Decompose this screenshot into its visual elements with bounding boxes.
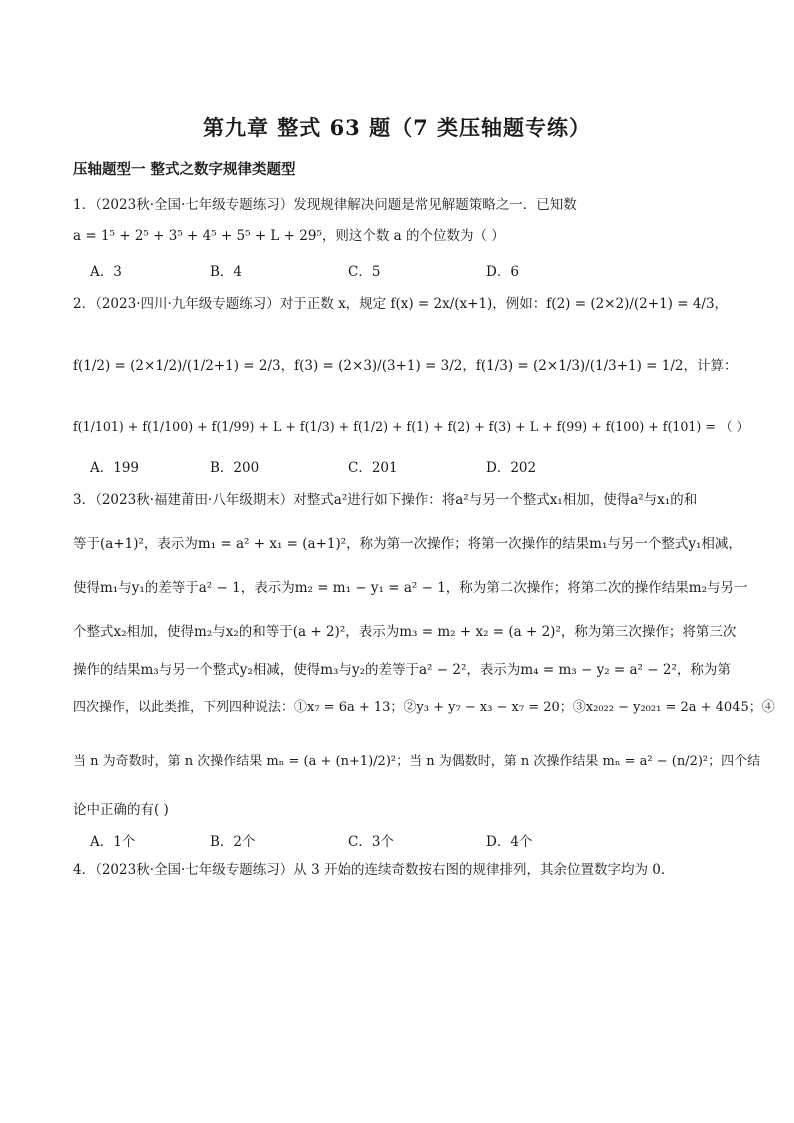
q3-option-b: B．2个 bbox=[210, 834, 256, 850]
q2-option-a: A．199 bbox=[90, 460, 140, 476]
q3-line-5: 操作的结果m₃与另一个整式y₂相减，使得m₃与y₂的差等于a² − 2²，表示为m₄ = m₃ − y₂ = a² − 2²，称为第 bbox=[73, 662, 731, 678]
q3-line-3: 使得m₁与y₁的差等于a² − 1，表示为m₂ = m₁ − y₁ = a² − 1，称为第二次操作；将第二次的操作结果m₂与另一 bbox=[73, 580, 748, 596]
q1-line-2: a = 1⁵ + 2⁵ + 3⁵ + 4⁵ + 5⁵ + L + 29⁵，则这个数 a 的个位数为（ ） bbox=[73, 228, 505, 244]
q1-option-d: D．6 bbox=[486, 264, 519, 280]
q3-line-4: 个整式x₂相加，使得m₂与x₂的和等于(a + 2)²，表示为m₃ = m₂ + x₂ = (a + 2)²，称为第三次操作；将第三次 bbox=[73, 624, 737, 640]
q3-line-6: 四次操作，以此类推，下列四种说法：①x₇ = 6a + 13；②y₃ + y₇ − x₃ − x₇ = 20；③x₂₀₂₂ − y₂₀₂₁ = 2a + 4045；④ bbox=[73, 700, 775, 715]
q3-option-c: C．3个 bbox=[348, 834, 394, 850]
q1-option-a: A．3 bbox=[90, 264, 122, 280]
q3-line-7: 当 n 为奇数时，第 n 次操作结果 mₙ = (a + (n+1)/2)²；当 n 为偶数时，第 n 次操作结果 mₙ = a² − (n/2)²；四个结 bbox=[73, 754, 761, 769]
q1-option-c: C．5 bbox=[348, 264, 381, 280]
q2-option-d: D．202 bbox=[486, 460, 537, 476]
q2-option-b: B．200 bbox=[210, 460, 260, 476]
section-heading: 压轴题型一 整式之数字规律类题型 bbox=[73, 161, 296, 178]
q3-line-1: 3．（2023秋·福建莆田·八年级期末）对整式a²进行如下操作：将a²与另一个整式x₁相加，使得a²与x₁的和 bbox=[73, 492, 698, 508]
q2-line-3: f(1/101) + f(1/100) + f(1/99) + L + f(1/3) + f(1/2) + f(1) + f(2) + f(3) + L + f(99) + f(100) + f(101) = （ ） bbox=[73, 419, 750, 434]
q3-line-2: 等于(a+1)²，表示为m₁ = a² + x₁ = (a+1)²，称为第一次操作；将第一次操作的结果m₁与另一个整式y₁相减， bbox=[73, 536, 742, 552]
q2-line-1: 2．（2023·四川·九年级专题练习）对于正数 x，规定 f(x) = 2x/(x+1)，例如：f(2) = (2×2)/(2+1) = 4/3， bbox=[73, 296, 729, 312]
q3-option-d: D．4个 bbox=[486, 834, 533, 850]
page-title: 第九章 整式 63 题（7 类压轴题专练） bbox=[202, 115, 592, 140]
q4-line-1: 4．（2023秋·全国·七年级专题练习）从 3 开始的连续奇数按右图的规律排列，其余位置数字均为 0． bbox=[73, 862, 675, 878]
q3-option-a: A．1个 bbox=[90, 834, 136, 850]
q2-option-c: C．201 bbox=[348, 460, 398, 476]
q3-line-8: 论中正确的有( ) bbox=[73, 802, 169, 818]
q2-line-2: f(1/2) = (2×1/2)/(1/2+1) = 2/3，f(3) = (2×3)/(3+1) = 3/2，f(1/3) = (2×1/3)/(1/3+1) = 1/2，计算： bbox=[73, 358, 738, 374]
q1-option-b: B．4 bbox=[210, 264, 243, 280]
q1-line-1: 1．（2023秋·全国·七年级专题练习）发现规律解决问题是常见解题策略之一．已知数 bbox=[73, 197, 577, 213]
